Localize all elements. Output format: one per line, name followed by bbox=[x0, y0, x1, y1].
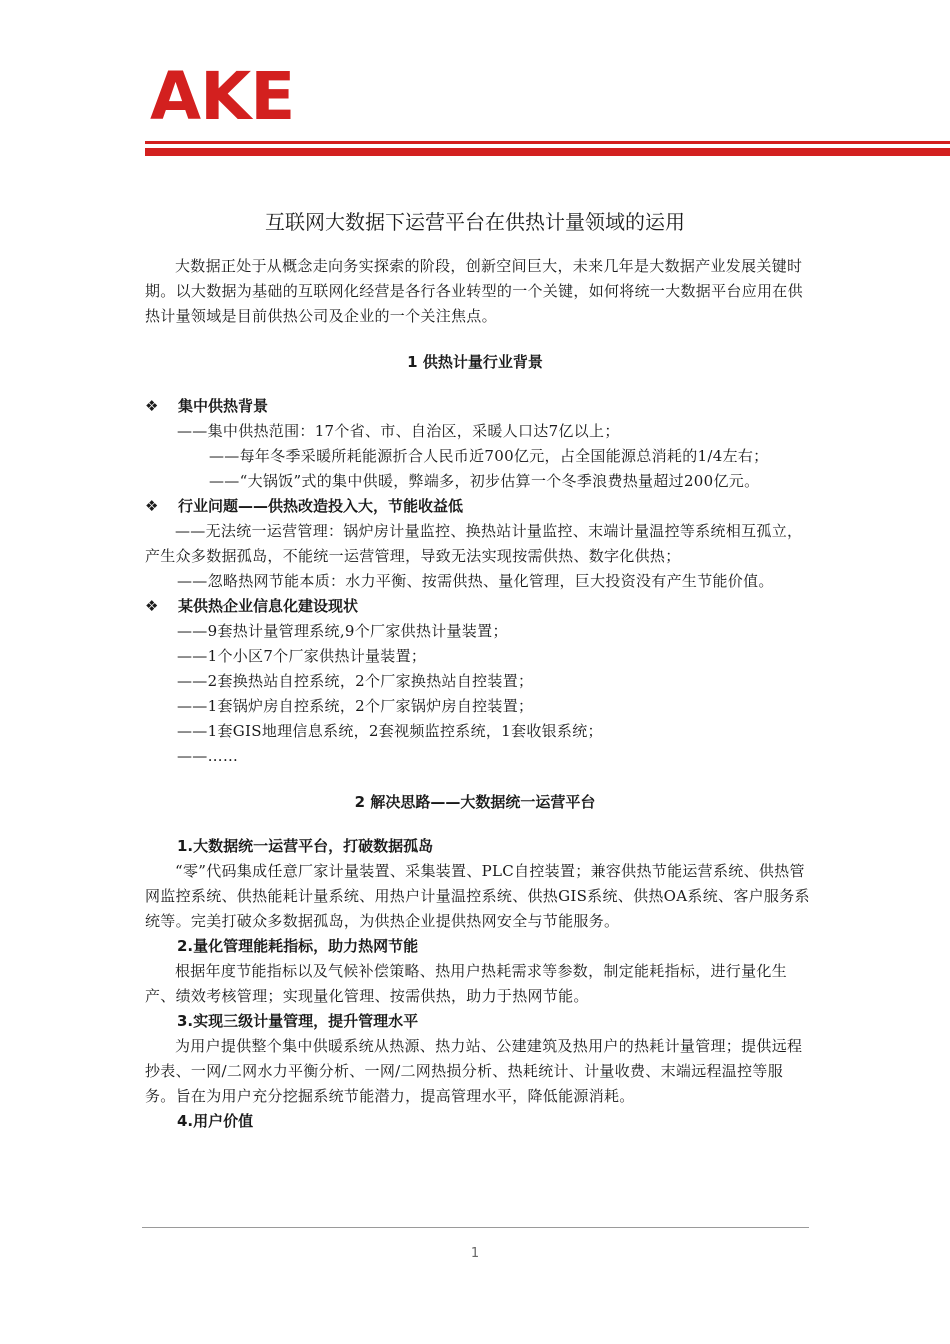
item-1-text: “零”代码集成任意厂家计量装置、采集装置、PLC自控装置；兼容供热节能运营系统、供热管网监控系统、供热能耗计量系统、用热户计量温控系统、供热GIS系统、供热OA系统、客户服务系统等。完美打破众多数据孤岛，为供热企业提供热网安全与节能服务。 bbox=[145, 862, 810, 930]
bullet-line: ——集中供热范围：17个省、市、自治区，采暖人口达7亿以上； bbox=[177, 422, 620, 440]
header-rule-thick bbox=[145, 148, 950, 156]
footer-rule bbox=[142, 1227, 809, 1228]
bullet-line: ——2套换热站自控系统，2个厂家换热站自控装置； bbox=[177, 672, 534, 690]
document-title: 互联网大数据下运营平台在供热计量领域的运用 bbox=[265, 210, 685, 234]
bullet-line: ——9套热计量管理系统,9个厂家供热计量装置； bbox=[177, 622, 508, 640]
bullet-line: ——1个小区7个厂家供热计量装置； bbox=[177, 647, 427, 665]
bullet-it-status bbox=[145, 594, 358, 619]
header-rule-thin bbox=[145, 141, 950, 144]
diamond-bullet-icon: ❖ bbox=[145, 397, 159, 415]
company-logo: AKE bbox=[150, 58, 295, 135]
item-1-heading: 1.大数据统一运营平台，打破数据孤岛 bbox=[177, 837, 434, 855]
item-3-heading: 3.实现三级计量管理，提升管理水平 bbox=[177, 1012, 419, 1030]
item-2-text: 根据年度节能指标以及气候补偿策略、热用户热耗需求等参数，制定能耗指标，进行量化生产、绩效考核管理；实现量化管理、按需供热，助力于热网节能。 bbox=[145, 962, 788, 1005]
bullet-title: 行业问题——供热改造投入大，节能收益低 bbox=[178, 497, 464, 515]
section-1-heading: 1 供热计量行业背景 bbox=[407, 353, 543, 371]
item-2-heading: 2.量化管理能耗指标，助力热网节能 bbox=[177, 937, 419, 955]
diamond-bullet-icon: ❖ bbox=[145, 597, 159, 615]
bullet-title: 集中供热背景 bbox=[178, 397, 269, 415]
bullet-central-heating bbox=[145, 394, 268, 419]
bullet-line: ——每年冬季采暖所耗能源折合人民币近700亿元，占全国能源总消耗的1/4左右； bbox=[209, 447, 769, 465]
bullet-line: ——…… bbox=[177, 747, 239, 765]
item-4-heading: 4.用户价值 bbox=[177, 1112, 254, 1130]
bullet-paragraph: ——无法统一运营管理：锅炉房计量监控、换热站计量监控、末端计量温控等系统相互孤立，产生众多数据孤岛，不能统一运营管理，导致无法实现按需供热、数字化供热； bbox=[145, 522, 803, 565]
bullet-line: ——忽略热网节能本质：水力平衡、按需供热、量化管理，巨大投资没有产生节能价值。 bbox=[177, 572, 774, 590]
bullet-line: ——1套锅炉房自控系统，2个厂家锅炉房自控装置； bbox=[177, 697, 534, 715]
diamond-bullet-icon: ❖ bbox=[145, 497, 159, 515]
bullet-line: ——1套GIS地理信息系统，2套视频监控系统，1套收银系统； bbox=[177, 722, 603, 740]
section-2-heading: 2 解决思路——大数据统一运营平台 bbox=[354, 793, 596, 811]
item-3-text: 为用户提供整个集中供暖系统从热源、热力站、公建建筑及热用户的热耗计量管理；提供远程抄表、一网/二网水力平衡分析、一网/二网热损分析、热耗统计、计量收费、末端远程温控等服务。旨在为用户充分挖掘系统节能潜力，提高管理水平，降低能源消耗。 bbox=[145, 1037, 803, 1105]
bullet-line: ——“大锅饭”式的集中供暖，弊端多，初步估算一个冬季浪费热量超过200亿元。 bbox=[209, 472, 760, 490]
bullet-title: 某供热企业信息化建设现状 bbox=[178, 597, 359, 615]
intro-paragraph: 大数据正处于从概念走向务实探索的阶段，创新空间巨大，未来几年是大数据产业发展关键时期。以大数据为基础的互联网化经营是各行各业转型的一个关键，如何将统一大数据平台应用在供热计量领域是目前供热公司及企业的一个关注焦点。 bbox=[145, 257, 803, 325]
bullet-industry-problems bbox=[145, 494, 463, 519]
page-number: 1 bbox=[470, 1246, 480, 1261]
